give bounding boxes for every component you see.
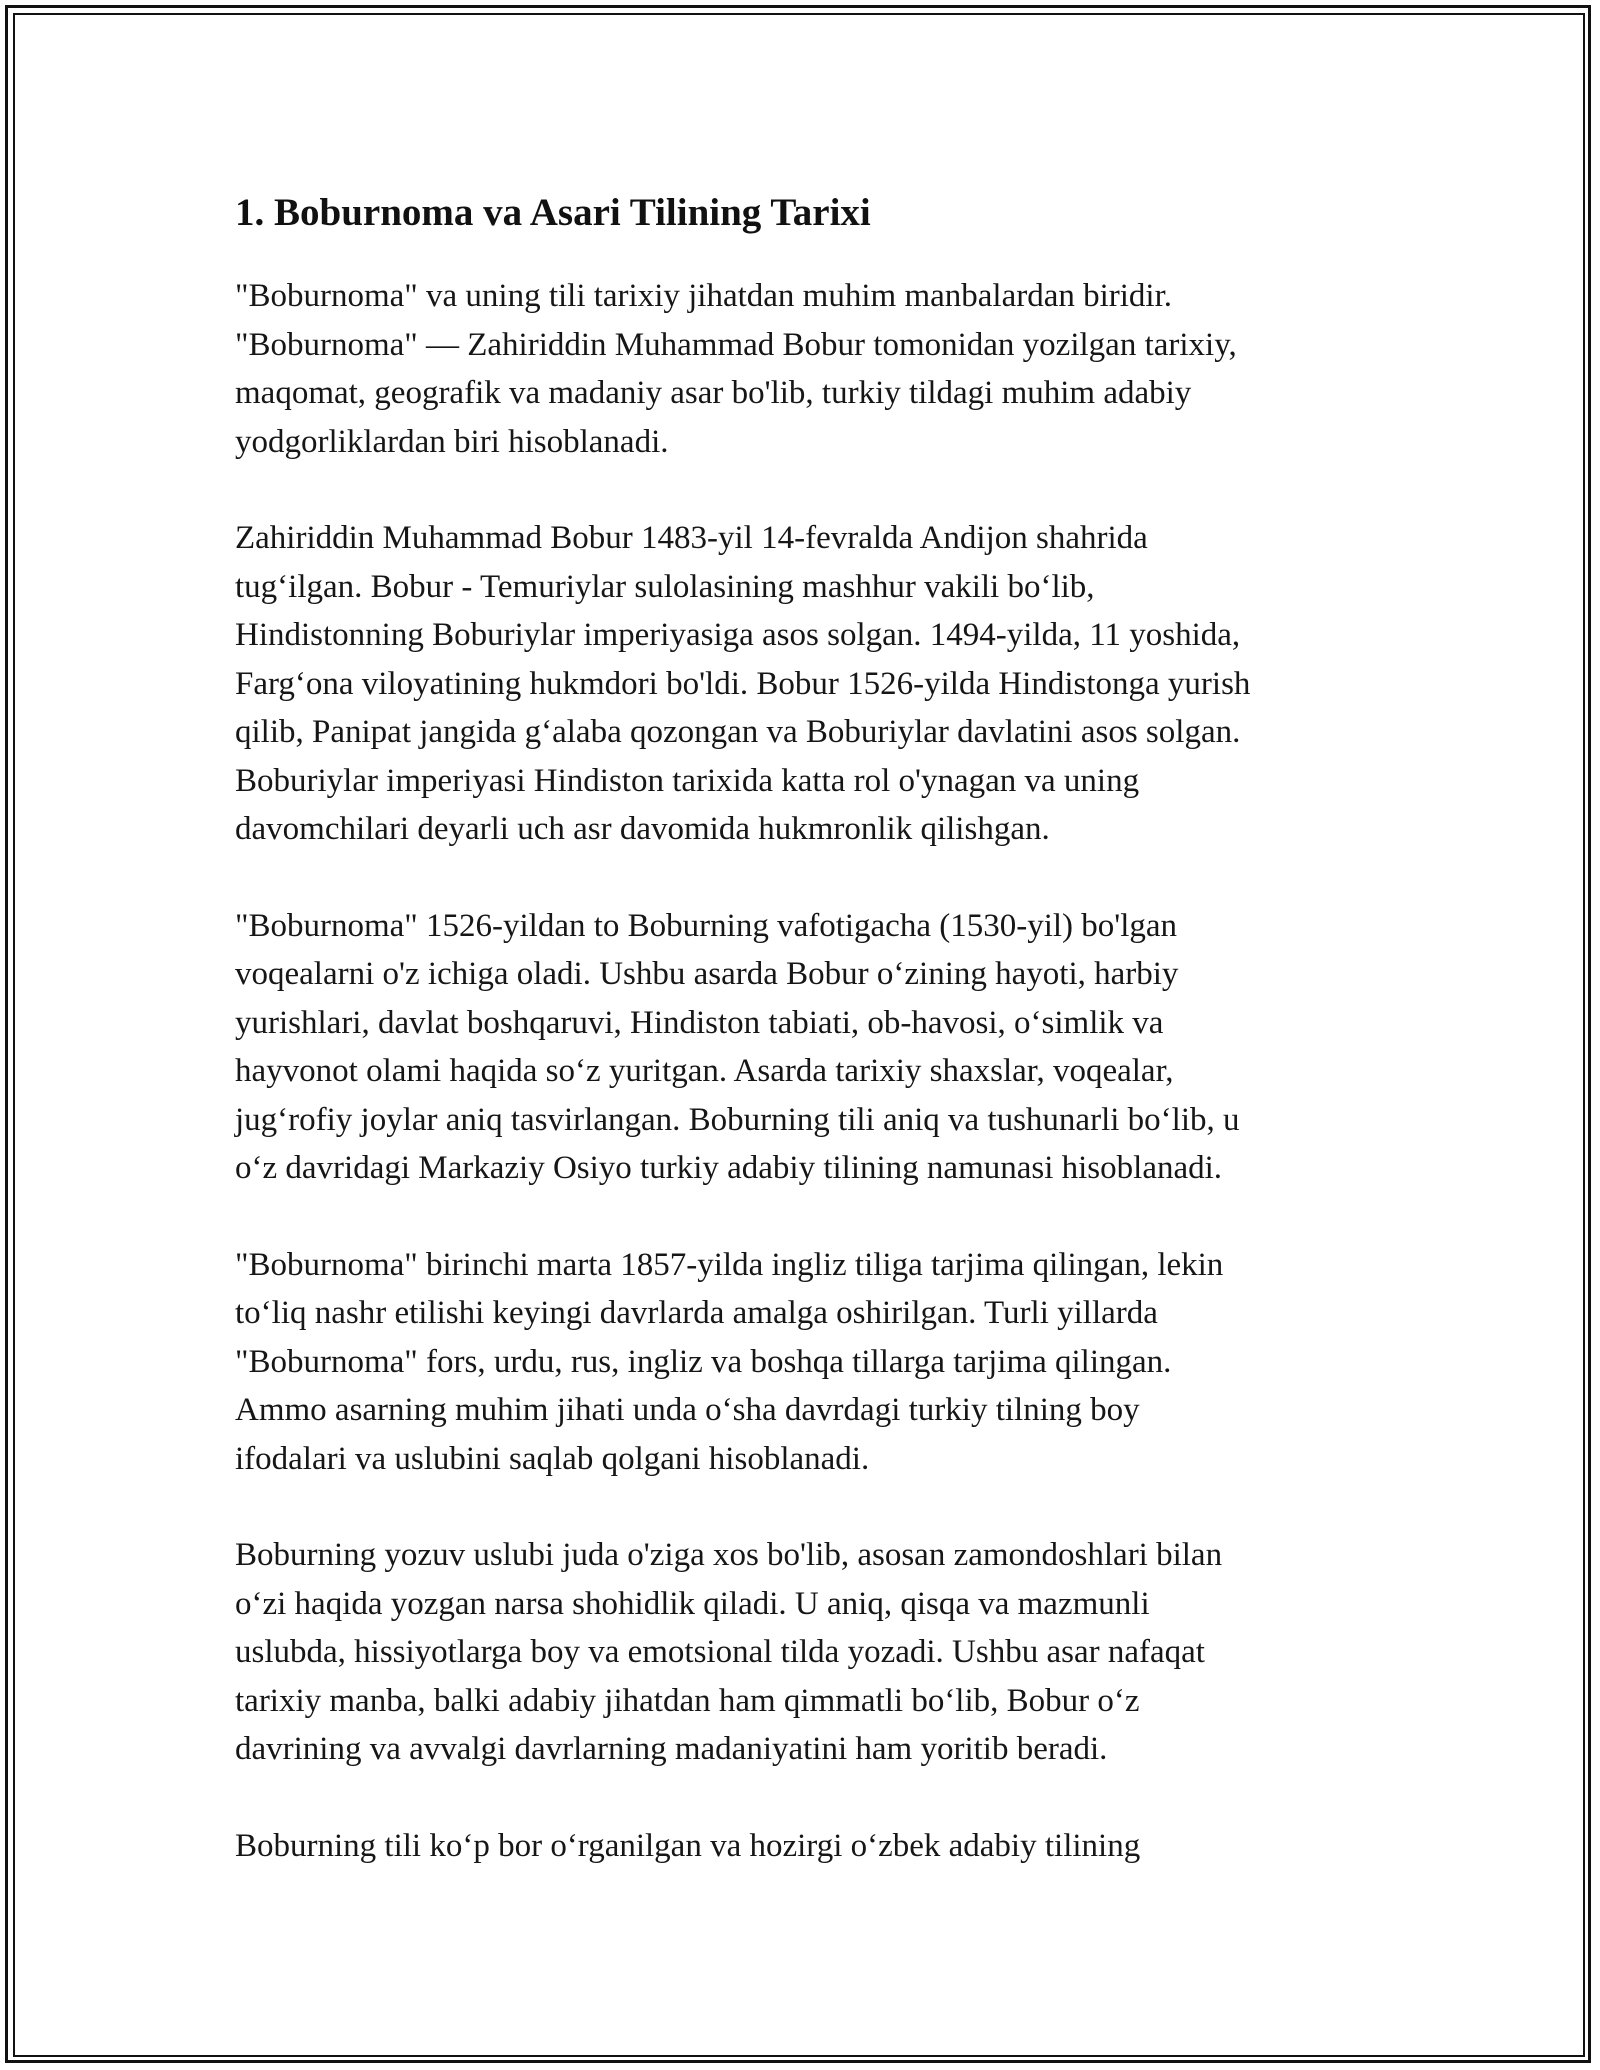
text-line: tarixiy manba, balki adabiy jihatdan ham qimmatli bo‘lib, Bobur o‘z xyxy=(235,1682,1140,1719)
text-line: "Boburnoma" — Zahiriddin Muhammad Bobur tomonidan yozilgan tarixiy, xyxy=(235,326,1237,363)
text-line: o‘zi haqida yozgan narsa shohidlik qiladi. U aniq, qisqa va mazmunli xyxy=(235,1585,1150,1622)
text-line: "Boburnoma" 1526-yildan to Boburning vafotigacha (1530-yil) bo'lgan xyxy=(235,907,1178,944)
text-line: "Boburnoma" fors, urdu, rus, ingliz va boshqa tillarga tarjima qilingan. xyxy=(235,1343,1172,1380)
text-line: hayvonot olami haqida so‘z yuritgan. Asarda tarixiy shaxslar, voqealar, xyxy=(235,1053,1174,1089)
text-line: tug‘ilgan. Bobur - Temuriylar sulolasining mashhur vakili bo‘lib, xyxy=(235,568,1095,605)
text-line: davrining va avvalgi davrlarning madaniyatini ham yoritib beradi. xyxy=(235,1731,1108,1767)
text-line: o‘z davridagi Markaziy Osiyo turkiy adabiy tilining namunasi hisoblanadi. xyxy=(235,1150,1223,1186)
paragraph-2 xyxy=(235,514,1385,854)
text-line: "Boburnoma" birinchi marta 1857-yilda ingliz tiliga tarjima qilingan, lekin xyxy=(235,1246,1224,1283)
paragraph-1 xyxy=(235,272,1385,466)
text-line: jug‘rofiy joylar aniq tasvirlangan. Boburning tili aniq va tushunarli bo‘lib, u xyxy=(235,1101,1240,1138)
text-line: ifodalari va uslubini saqlab qolgani hisoblanadi. xyxy=(235,1440,870,1477)
text-line: Farg‘ona viloyatining hukmdori bo'ldi. Bobur 1526-yilda Hindistonga yurish xyxy=(235,665,1251,702)
text-line: voqealarni o'z ichiga oladi. Ushbu asarda Bobur o‘zining hayoti, harbiy xyxy=(235,956,1179,992)
paragraph-6 xyxy=(235,1822,1385,1871)
text-line: yurishlari, davlat boshqaruvi, Hindiston tabiati, ob-havosi, o‘simlik va xyxy=(235,1004,1164,1041)
text-line: Boburiylar imperiyasi Hindiston tarixida katta rol o'ynagan va uning xyxy=(235,762,1140,799)
paragraph-5 xyxy=(235,1531,1385,1774)
text-line: Boburning yozuv uslubi juda o'ziga xos bo'lib, asosan zamondoshlari bilan xyxy=(235,1537,1223,1573)
text-line: qilib, Panipat jangida g‘alaba qozongan va Boburiylar davlatini asos solgan. xyxy=(235,714,1241,750)
paragraph-3 xyxy=(235,902,1385,1193)
text-line: Zahiriddin Muhammad Bobur 1483-yil 14-fevralda Andijon shahrida xyxy=(235,520,1148,556)
document-heading: 1. Boburnoma va Asari Tilining Tarixi xyxy=(235,191,871,234)
text-line: to‘liq nashr etilishi keyingi davrlarda amalga oshirilgan. Turli yillarda xyxy=(235,1295,1158,1331)
text-line: Boburning tili ko‘p bor o‘rganilgan va hozirgi o‘zbek adabiy tilining xyxy=(235,1827,1141,1864)
text-line: uslubda, hissiyotlarga boy va emotsional tilda yozadi. Ushbu asar nafaqat xyxy=(235,1634,1205,1670)
text-line: Ammo asarning muhim jihati unda o‘sha davrdagi turkiy tilning boy xyxy=(235,1392,1140,1428)
paragraph-4 xyxy=(235,1241,1385,1484)
text-line: Hindistonning Boburiylar imperiyasiga asos solgan. 1494-yilda, 11 yoshida, xyxy=(235,617,1241,653)
text-line: "Boburnoma" va uning tili tarixiy jihatdan muhim manbalardan biridir. xyxy=(235,278,1173,314)
text-line: maqomat, geografik va madaniy asar bo'lib, turkiy tildagi muhim adabiy xyxy=(235,375,1192,411)
document-body xyxy=(235,188,1385,1918)
text-line: yodgorliklardan biri hisoblanadi. xyxy=(235,423,669,460)
text-line: davomchilari deyarli uch asr davomida hukmronlik qilishgan. xyxy=(235,811,1050,847)
